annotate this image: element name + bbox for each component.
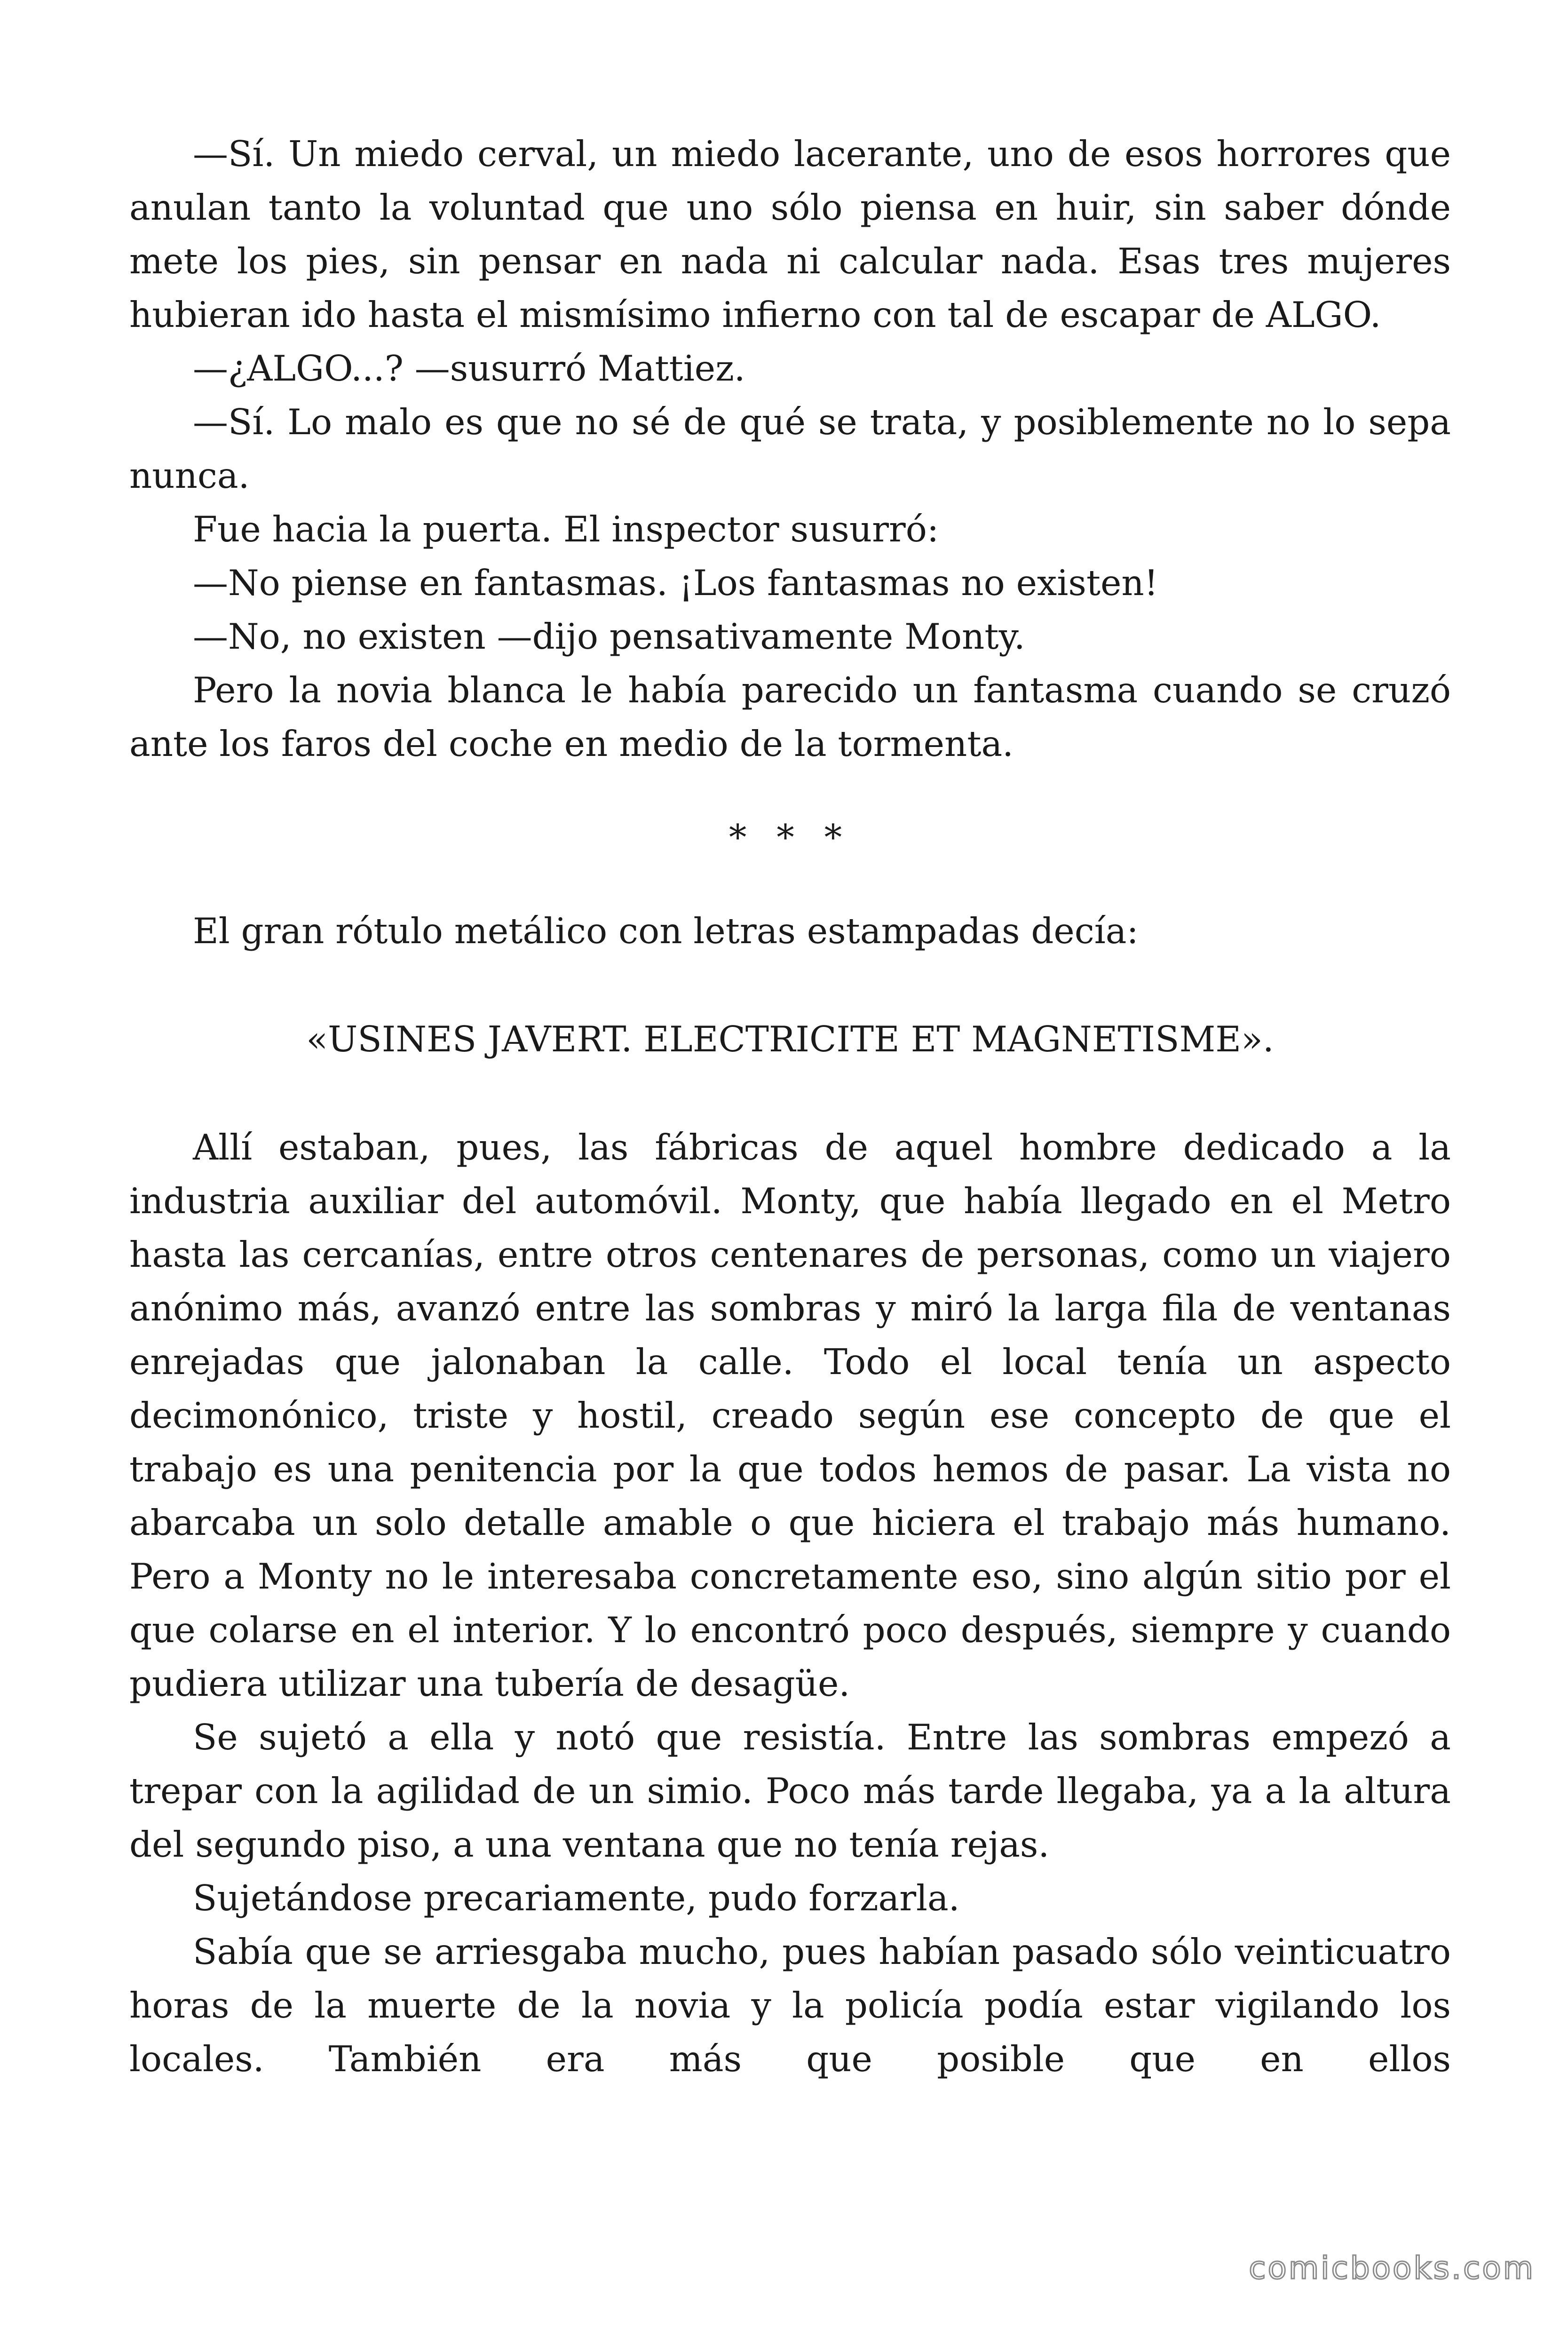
section-separator: * * * (729, 817, 852, 858)
paragraph: —Sí. Lo malo es que no sé de qué se trata, y posiblemente no lo sepa nunca. (129, 401, 1451, 496)
book-page (129, 127, 1451, 2086)
watermark: comicbooks.com (1249, 2250, 1535, 2286)
paragraph: Sabía que se arriesgaba mucho, pues habían pasado sólo veinticuatro horas de la muerte de la novia y la policía podía estar vigilando los locales. También era más que posible que en ellos (129, 1931, 1451, 2080)
section-one (129, 127, 1451, 771)
paragraph: Se sujetó a ella y notó que resistía. Entre las sombras empezó a trepar con la agilidad de un simio. Poco más tarde llegaba, ya a la altura del segundo piso, a una ventana que no tenía rejas. (129, 1716, 1451, 1865)
paragraph: Sujetándose precariamente, pudo forzarla. (193, 1877, 960, 1919)
paragraph-intro: El gran rótulo metálico con letras estampadas decía: (193, 910, 1139, 952)
paragraph: Fue hacia la puerta. El inspector susurró: (193, 509, 939, 550)
paragraph: —Sí. Un miedo cerval, un miedo lacerante, uno de esos horrores que anulan tanto la voluntad que uno sólo piensa en huir, sin saber dónde mete los pies, sin pensar en nada ni calcular nada. Esas tres mujeres hubieran ido hasta el mismísimo infierno con tal de escapar de ALGO. (129, 133, 1451, 335)
sign-text: «USINES JAVERT. ELECTRICITE ET MAGNETISME». (306, 1018, 1274, 1060)
section-two-body (129, 1120, 1451, 2086)
section-two (129, 904, 1451, 958)
paragraph: Allí estaban, pues, las fábricas de aquel hombre dedicado a la industria auxiliar del automóvil. Monty, que había llegado en el Metro hasta las cercanías, entre otros centenares de personas, como un viajero anónimo más, avanzó entre las sombras y miró la larga fila de ventanas enrejadas que jalonaban la calle. Todo el local tenía un aspecto decimonónico, triste y hostil, creado según ese concepto de que el trabajo es una penitencia por la que todos hemos de pasar. La vista no abarcaba un solo detalle amable o que hiciera el trabajo más humano. Pero a Monty no le interesaba concretamente eso, sino algún sitio por el que colarse en el interior. Y lo encontró poco después, siempre y cuando pudiera utilizar una tubería de desagüe. (129, 1127, 1451, 1704)
paragraph: Pero la novia blanca le había parecido un fantasma cuando se cruzó ante los faros del coche en medio de la tormenta. (129, 669, 1451, 764)
paragraph: —¿ALGO...? —susurró Mattiez. (193, 348, 745, 389)
paragraph: —No, no existen —dijo pensativamente Monty. (193, 616, 1025, 657)
paragraph: —No piense en fantasmas. ¡Los fantasmas no existen! (193, 562, 1158, 604)
